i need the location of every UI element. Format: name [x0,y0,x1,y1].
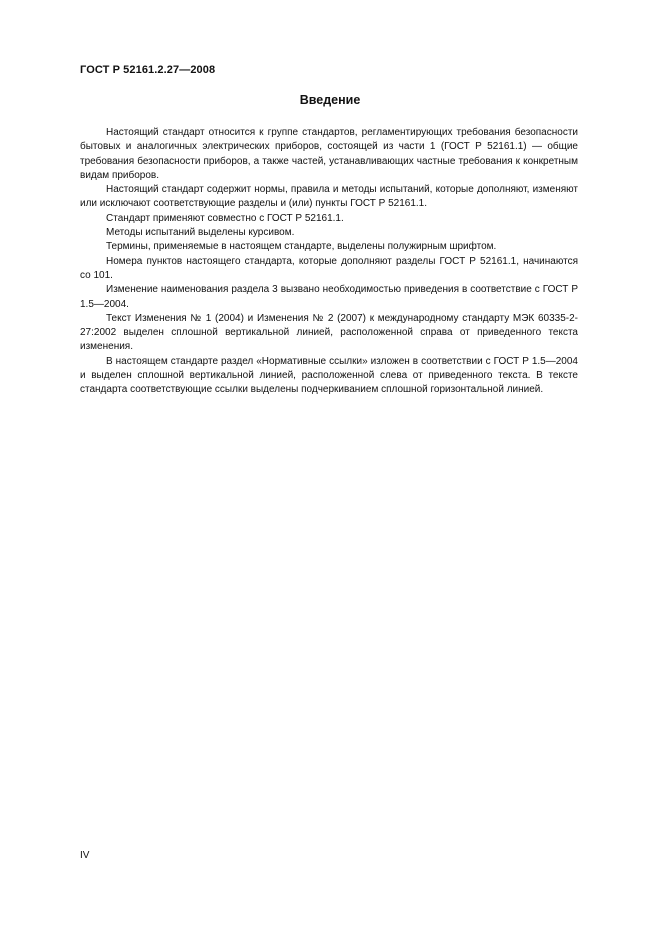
paragraph: Методы испытаний выделены курсивом. [106,227,295,239]
introduction-body [80,126,578,398]
paragraph: В настоящем стандарте раздел «Нормативные ссылки» изложен в соответствии с ГОСТ Р 1.5—2004 и выделен сплошной вертикальной линией, расположенной слева от приведенного текста. В тексте стандарта соответствующие ссылки выделены подчеркиванием сплошной горизонтальной линией. [80,355,578,396]
paragraph: Термины, применяемые в настоящем стандарте, выделены полужирным шрифтом. [106,241,497,253]
paragraph: Настоящий стандарт содержит нормы, правила и методы испытаний, которые дополняют, изменяют или исключают соответствующие разделы и (или) пункты ГОСТ Р 52161.1. [80,184,578,210]
paragraph: Текст Изменения № 1 (2004) и Изменения № 2 (2007) к международному стандарту МЭК 60335-2-27:2002 выделен сплошной вертикальной линией, расположенной справа от приведенного текста изменения. [80,312,578,353]
paragraph: Изменение наименования раздела 3 вызвано необходимостью приведения в соответствие с ГОСТ Р 1.5—2004. [80,284,578,310]
section-title: Введение [299,93,361,107]
document-code-header: ГОСТ Р 52161.2.27—2008 [80,64,216,76]
paragraph: Стандарт применяют совместно с ГОСТ Р 52161.1. [106,212,344,224]
paragraph: Настоящий стандарт относится к группе стандартов, регламентирующих требования безопасности бытовых и аналогичных электрических приборов, состоящей из части 1 (ГОСТ Р 52161.1) — общие требования безопасности приборов, а также частей, устанавливающих частные требования к конкретным видам приборов. [80,127,578,181]
page-number: IV [80,850,90,861]
paragraph: Номера пунктов настоящего стандарта, которые дополняют разделы ГОСТ Р 52161.1, начинаются со 101. [80,255,578,281]
